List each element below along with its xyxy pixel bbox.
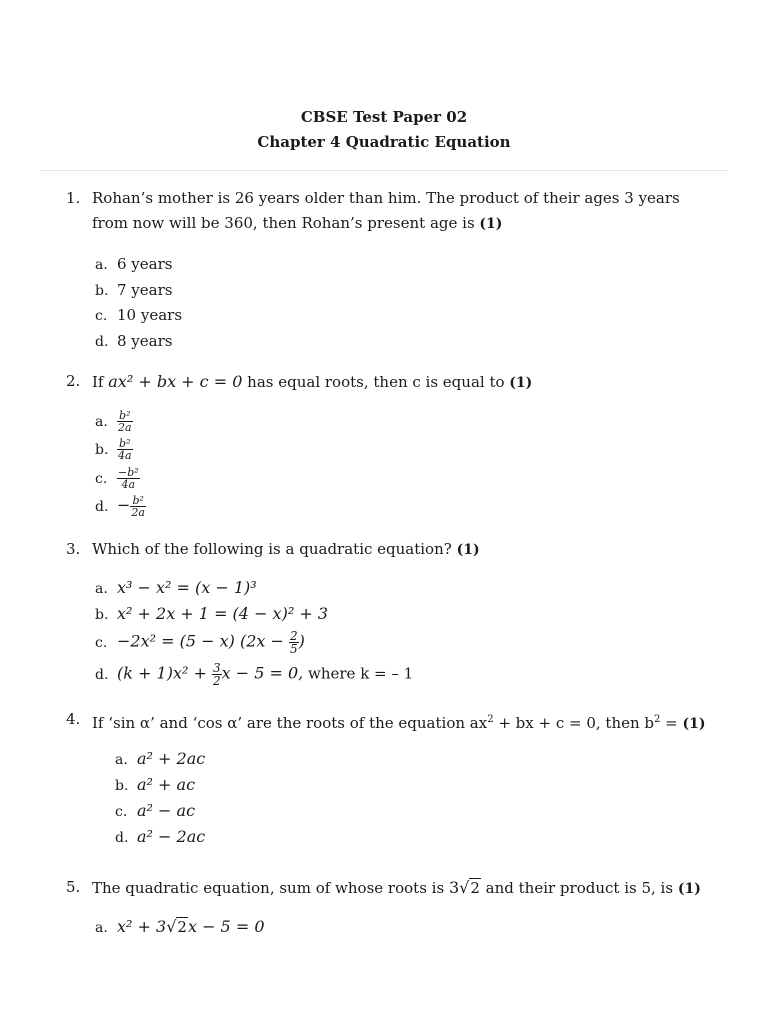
option-sign: − <box>117 495 131 515</box>
option-expression: a² − 2ac <box>137 827 206 846</box>
option-expression-end: x − 5 = 0 <box>187 917 265 936</box>
question-3-option-d <box>95 662 413 687</box>
option-expression: (k + 1)x² + <box>117 663 212 683</box>
question-3-marks: (1) <box>456 542 480 558</box>
question-1-option-d <box>95 332 172 350</box>
question-1-option-b <box>95 281 172 299</box>
option-text: 10 years <box>117 306 183 324</box>
option-label: b. <box>95 283 109 299</box>
question-5-text <box>92 875 712 902</box>
chapter-title: Chapter 4 Quadratic Equation <box>257 133 511 151</box>
question-2-option-c <box>95 467 140 490</box>
option-expression: a² + 2ac <box>137 749 206 768</box>
superscript: 2 <box>654 714 661 725</box>
question-1-body: Rohan’s mother is 26 years older than him. The product of their ages 3 years from now will be 360, then Rohan’s present age is <box>92 189 680 232</box>
option-label: d. <box>95 666 109 683</box>
question-4-marks: (1) <box>682 716 706 732</box>
question-4-text <box>92 707 712 737</box>
option-label: a. <box>95 413 108 430</box>
sqrt-symbol: √ <box>166 917 177 936</box>
question-1-option-a <box>95 255 172 273</box>
option-fraction: $\frac{\text{b²}}{2a}$ <box>118 409 132 434</box>
option-expression: a² − ac <box>137 801 196 820</box>
question-5-radicand: 2 <box>470 879 480 897</box>
option-fraction: $\frac{3}{2}$ <box>212 661 221 688</box>
question-5-number: 5. <box>66 878 81 896</box>
question-2-expression: ax² + bx + c = 0 <box>108 372 243 391</box>
header-divider <box>40 170 728 171</box>
option-label: c. <box>95 308 108 324</box>
paper-title: CBSE Test Paper 02 <box>300 108 468 126</box>
question-4-body: If ‘sin α’ and ‘cos α’ are the roots of the equation ax <box>92 714 488 732</box>
option-text: 8 years <box>117 332 173 350</box>
option-label: b. <box>95 607 109 623</box>
option-expression-end: x − 5 = 0, <box>221 663 304 683</box>
superscript: 2 <box>487 714 494 725</box>
option-label: a. <box>95 581 108 597</box>
question-1-text <box>92 186 712 237</box>
question-4-body-2: + bx + c = 0, then b <box>493 714 655 732</box>
option-label: c. <box>95 634 108 651</box>
option-label: b. <box>115 778 129 794</box>
question-5-option-a <box>95 917 265 936</box>
option-expression: x² + 2x + 1 = (4 − x)² + 3 <box>117 604 328 623</box>
question-1-number: 1. <box>66 189 81 207</box>
option-fraction: $\frac{2}{5}$ <box>289 629 298 656</box>
question-2-option-b <box>95 438 133 461</box>
question-5-pre: The quadratic equation, sum of whose roots is <box>92 879 445 897</box>
question-3-body: Which of the following is a quadratic equation? <box>92 540 452 558</box>
option-label: a. <box>115 752 128 768</box>
question-3-option-a <box>95 578 257 597</box>
option-text: 6 years <box>117 255 173 273</box>
question-2-option-d <box>95 495 146 518</box>
question-3-text <box>92 537 712 563</box>
question-3-option-c <box>95 630 305 655</box>
option-expression: −2x² = (5 − x) (2x − <box>117 631 289 651</box>
question-2-option-a <box>95 410 133 433</box>
option-expression: a² + ac <box>137 775 196 794</box>
option-condition: where k = – 1 <box>308 664 414 683</box>
question-3-option-b <box>95 604 328 623</box>
option-label: d. <box>95 334 109 350</box>
question-1-option-c <box>95 306 182 324</box>
option-fraction: $\frac{\text{−b²}}{4a}$ <box>118 466 139 491</box>
option-label: c. <box>115 804 128 820</box>
question-5-marks: (1) <box>677 881 701 897</box>
option-radicand: 2 <box>177 918 187 936</box>
question-4-option-a <box>115 749 205 768</box>
option-expression: x³ − x² = (x − 1)³ <box>117 578 257 597</box>
question-2-pre: If <box>92 373 104 391</box>
option-label: a. <box>95 920 108 936</box>
sqrt-symbol: √ <box>459 878 470 897</box>
question-2-number: 2. <box>66 372 81 390</box>
question-4-option-c <box>115 801 195 820</box>
question-4-body-3: = <box>660 714 678 732</box>
option-label: a. <box>95 257 108 273</box>
question-4-option-b <box>115 775 195 794</box>
option-fraction: $\frac{\text{b²}}{4a}$ <box>118 437 132 462</box>
option-text: 7 years <box>117 281 173 299</box>
question-4-number: 4. <box>66 710 81 728</box>
option-label: c. <box>95 470 108 487</box>
option-label: b. <box>95 441 109 458</box>
option-expression: x² + 3 <box>117 917 167 936</box>
question-2-text <box>92 369 712 396</box>
question-5-post: and their product is 5, is <box>485 879 674 897</box>
question-1-marks: (1) <box>479 216 503 232</box>
option-fraction: $\frac{\text{b²}}{2a}$ <box>131 494 145 519</box>
question-3-number: 3. <box>66 540 81 558</box>
question-5-coefficient: 3 <box>448 878 460 897</box>
question-2-marks: (1) <box>509 375 533 391</box>
option-label: d. <box>115 830 129 846</box>
option-label: d. <box>95 498 109 515</box>
question-4-option-d <box>115 827 205 846</box>
question-2-post: has equal roots, then c is equal to <box>247 373 505 391</box>
option-expression-end: ) <box>298 631 305 651</box>
